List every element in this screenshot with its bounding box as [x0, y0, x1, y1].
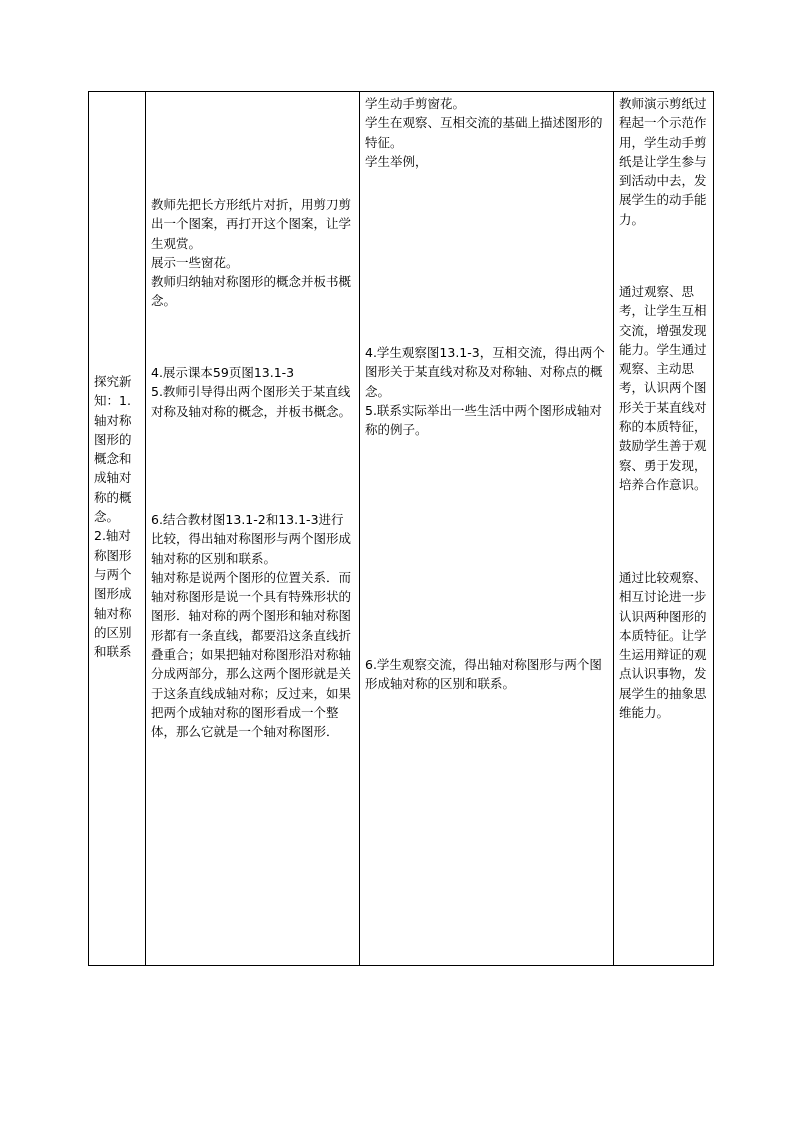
- design-intent-block-3: 通过比较观察、相互讨论进一步认识两种图形的本质特征。让学生运用辩证的观点认识事物，发展学生的抽象思维能力。: [619, 570, 707, 721]
- teacher-activity-block-2: 4.展示课本59页图13.1-3 5.教师引导得出两个图形关于某直线对称及轴对称的概念，并板书概念。: [151, 365, 352, 419]
- student-activity-block-2: 4.学生观察图13.1-3，互相交流，得出两个图形关于某直线对称及对称轴、对称点的概念。 5.联系实际举出一些生活中两个图形成轴对称的例子。: [365, 345, 605, 438]
- student-activity-block-3: 6.学生观察交流，得出轴对称图形与两个图形成轴对称的区别和联系。: [365, 657, 602, 692]
- teacher-activity-block-1: 教师先把长方形纸片对折，用剪刀剪出一个图案，再打开这个图案，让学生观赏。 展示一些窗花。 教师归纳轴对称图形的概念并板书概念。: [151, 197, 352, 309]
- table-cell-student-activity: [360, 92, 614, 965]
- design-intent-block-2: 通过观察、思考，让学生互相交流，增强发现能力。学生通过观察、主动思考，认识两个图形关于某直线对称的本质特征，鼓励学生善于观察、勇于发现，培养合作意识。: [619, 284, 707, 492]
- lesson-plan-table: [88, 91, 714, 966]
- design-intent-block-1: 教师演示剪纸过程起一个示范作用，学生动手剪纸是让学生参与到活动中去，发展学生的动手能力。: [619, 96, 707, 227]
- section-title-text: 探究新知：1.轴对称图形的概念和成轴对称的概念。 2.轴对称图形与两个图形成轴对称的区别和联系: [94, 374, 132, 660]
- table-cell-section-title: [89, 92, 146, 965]
- teacher-activity-block-3: 6.结合教材图13.1-2和13.1-3进行比较，得出轴对称图形与两个图形成轴对称的区别和联系。 轴对称是说两个图形的位置关系．而轴对称图形是说一个具有特殊形状的图形．轴对称的两个图形和轴对称图形都有一条直线，都要沿这条直线折叠重合；如果把轴对称图形沿对称轴分成两部分，那么这两个图形就是关于这条直线成轴对称；反过来，如果把两个成轴对称的图形看成一个整体，那么它就是一个轴对称图形．: [151, 512, 352, 740]
- student-activity-block-1: 学生动手剪窗花。 学生在观察、互相交流的基础上描述图形的特征。 学生举例，: [365, 96, 603, 169]
- table-cell-design-intent: [614, 92, 714, 965]
- table-cell-teacher-activity: [146, 92, 360, 965]
